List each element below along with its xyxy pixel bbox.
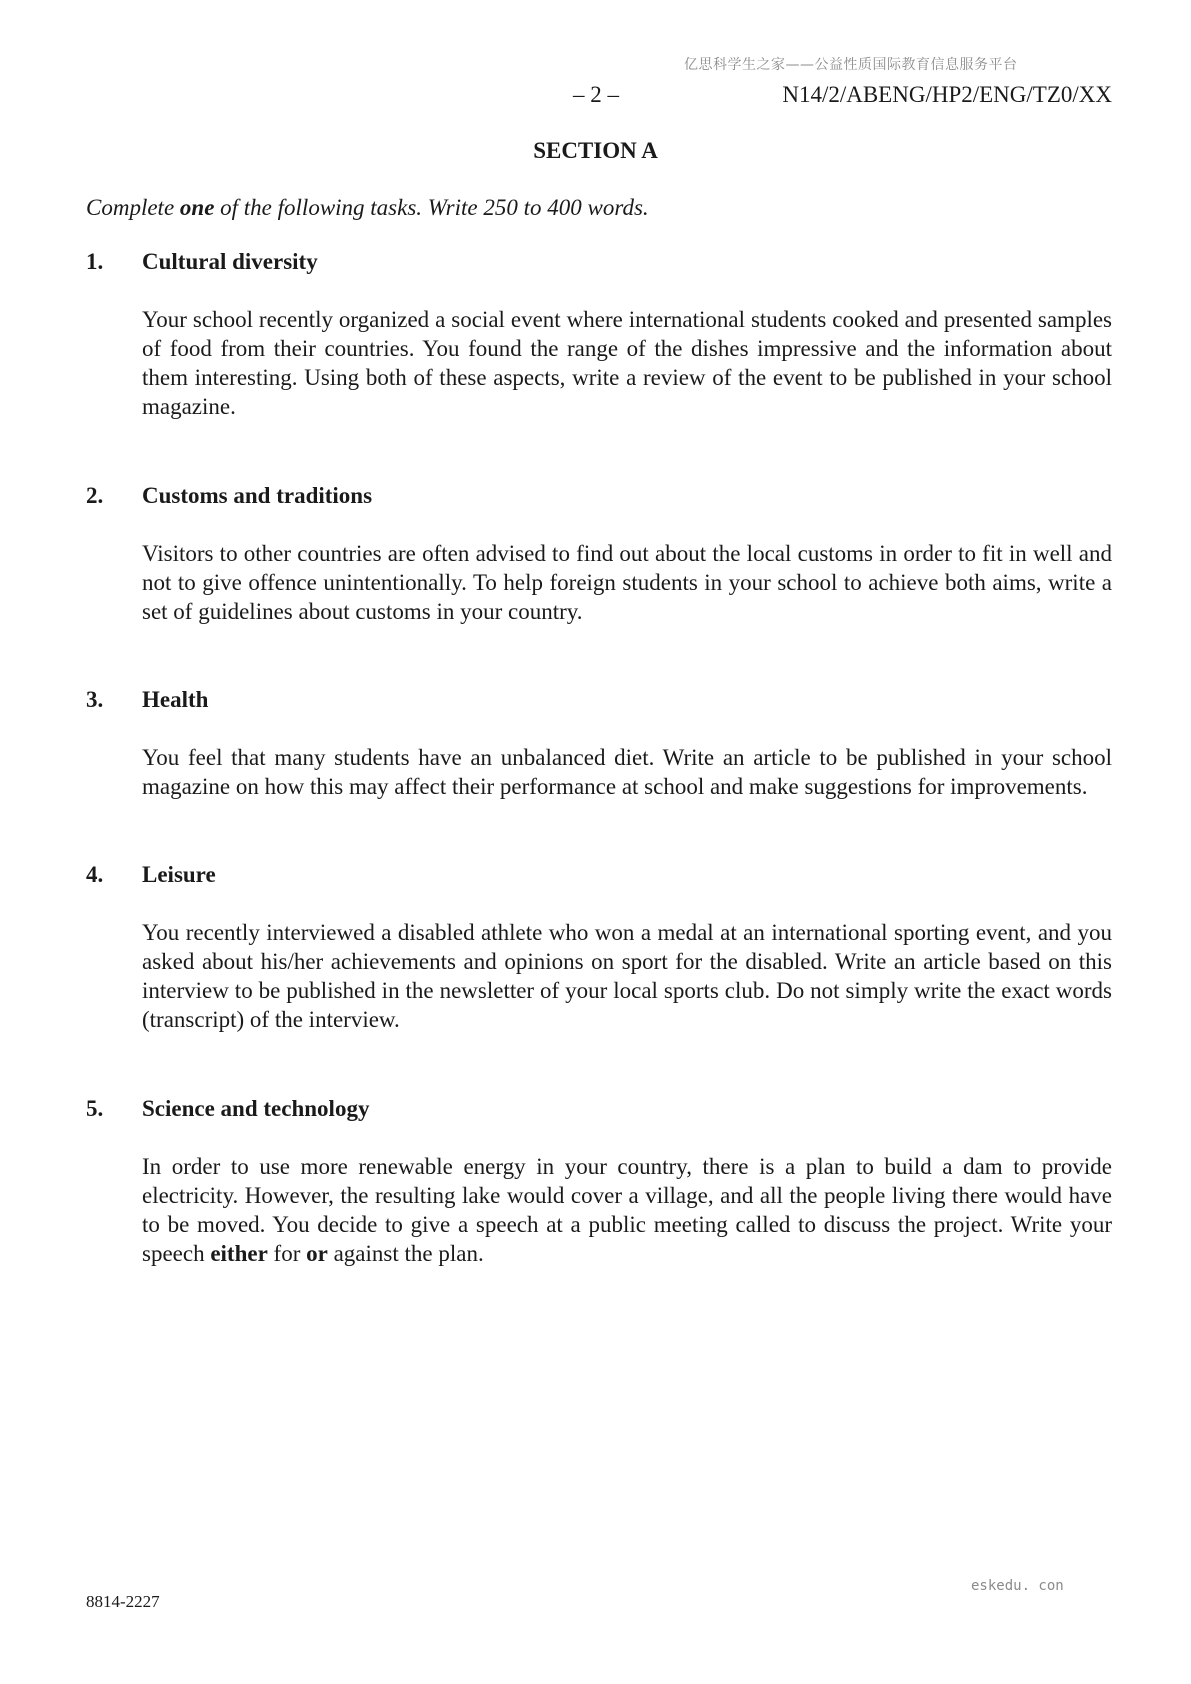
task-body-mid: for [267, 1241, 307, 1266]
task-heading [86, 483, 1112, 509]
task-body-post: against the plan. [327, 1241, 484, 1266]
task-title: Leisure [142, 862, 216, 887]
instructions-pre: Complete [86, 195, 180, 220]
instructions-emphasis: one [179, 195, 215, 220]
task-body: Your school recently organized a social event where international students cooked and presented samples of food from their countries. You found the range of the dishes impressive and the information about them interesting. Using both of these aspects, write a review of the event to be published in your school magazine. [142, 307, 1112, 419]
task-heading [86, 862, 1112, 888]
task-body-emphasis-either: either [210, 1241, 268, 1266]
instructions [86, 195, 649, 221]
task-3 [86, 687, 1112, 801]
task-body [142, 1152, 1112, 1268]
task-heading [86, 1096, 1112, 1122]
top-watermark: 亿思科学生之家——公益性质国际教育信息服务平台 [684, 57, 1018, 73]
task-heading [86, 249, 1112, 275]
task-number: 1. [86, 249, 104, 274]
task-number: 5. [86, 1096, 104, 1121]
page-number: – 2 – [573, 82, 619, 107]
instructions-post: of the following tasks. Write 250 to 400 words. [214, 195, 649, 220]
footer-code: 8814-2227 [86, 1592, 160, 1611]
task-number: 4. [86, 862, 104, 887]
task-body: You feel that many students have an unbalanced diet. Write an article to be published in your school magazine on how this may affect their performance at school and make suggestions for improvements. [142, 745, 1112, 799]
task-1 [86, 249, 1112, 421]
task-body: Visitors to other countries are often advised to find out about the local customs in order to fit in well and not to give offence unintentionally. To help foreign students in your school to achieve both aims, write a set of guidelines about customs in your country. [142, 541, 1112, 624]
task-body-pre: In order to use more renewable energy in your country, there is a plan to build a dam to provide electricity. However, the resulting lake would cover a village, and all the people living there would have to be moved. You decide to give a speech at a public meeting called to discuss the project. Write your speech [142, 1154, 1112, 1266]
document-code: N14/2/ABENG/HP2/ENG/TZ0/XX [782, 82, 1112, 107]
task-title: Science and technology [142, 1096, 370, 1121]
task-title: Health [142, 687, 209, 712]
task-title: Customs and traditions [142, 483, 373, 508]
task-body: You recently interviewed a disabled athlete who won a medal at an international sporting event, and you asked about his/her achievements and opinions on sport for the disabled. Write an article based on this interview to be published in the newsletter of your local sports club. Do not simply write the exact words (transcript) of the interview. [142, 920, 1112, 1032]
task-number: 3. [86, 687, 104, 712]
task-5 [86, 1096, 1112, 1268]
task-2 [86, 483, 1112, 626]
task-title: Cultural diversity [142, 249, 318, 274]
task-body-emphasis-or: or [306, 1241, 328, 1266]
section-title: SECTION A [533, 138, 658, 163]
task-heading [86, 687, 1112, 713]
task-4 [86, 862, 1112, 1034]
task-number: 2. [86, 483, 104, 508]
bottom-watermark: eskedu. con [971, 1578, 1064, 1594]
